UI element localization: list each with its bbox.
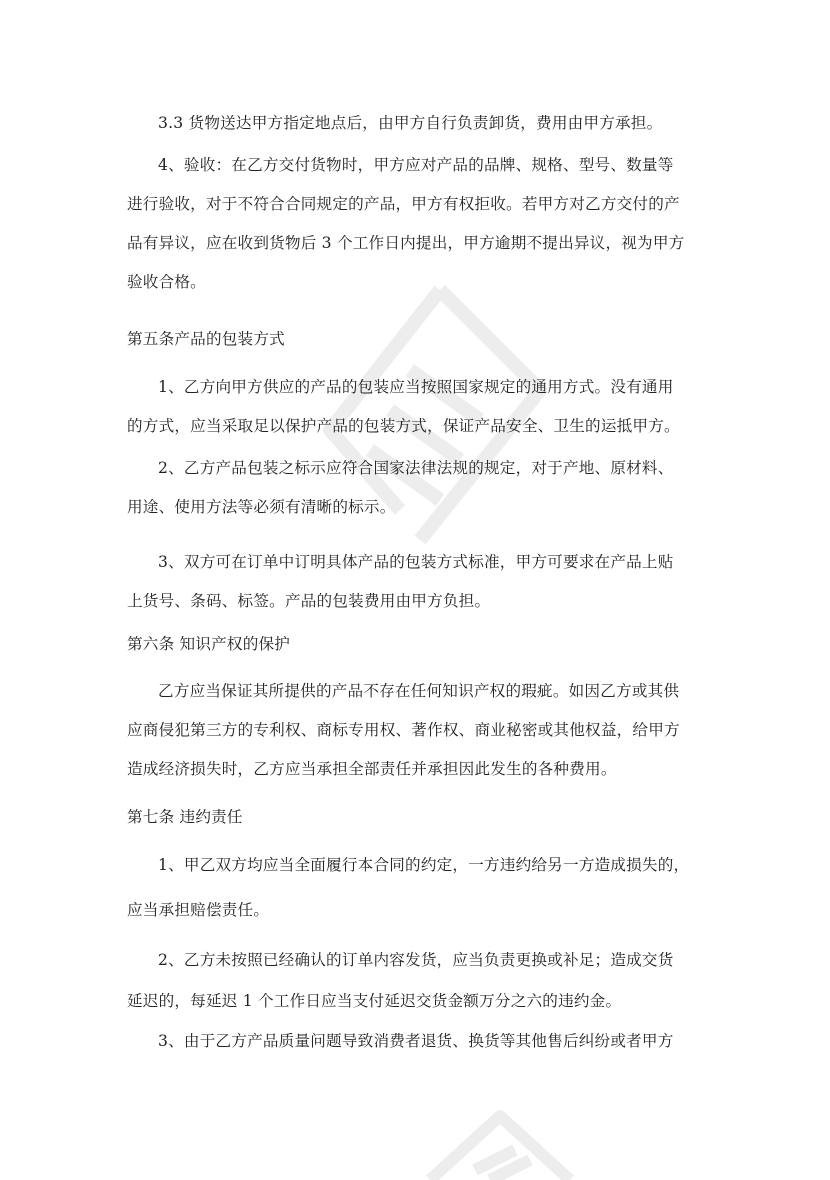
text-line: 延迟的，每延迟 1 个工作日应当支付延迟交货金额万分之六的违约金。 xyxy=(127,992,622,1010)
section-heading-article-6: 第六条 知识产权的保护 xyxy=(127,635,291,653)
text-line: 进行验收，对于不符合合同规定的产品，甲方有权拒收。若甲方对乙方交付的产 xyxy=(127,195,680,213)
text-line: 2、乙方未按照已经确认的订单内容发货，应当负责更换或补足；造成交货 xyxy=(158,951,674,969)
text-line: 用途、使用方法等必须有清晰的标示。 xyxy=(127,498,396,516)
text-line: 的方式，应当采取足以保护产品的包装方式，保证产品安全、卫生的运抵甲方。 xyxy=(127,417,680,435)
text-line: 3.3 货物送达甲方指定地点后，由甲方自行负责卸货，费用由甲方承担。 xyxy=(158,114,663,132)
section-heading-article-7: 第七条 违约责任 xyxy=(127,808,243,826)
text-line: 2、乙方产品包装之标示应符合国家法律法规的规定，对于产地、原材料、 xyxy=(158,459,674,477)
text-line: 4、验收：在乙方交付货物时，甲方应对产品的品牌、规格、型号、数量等 xyxy=(158,156,674,174)
watermark-logo-icon-bottom xyxy=(420,1110,580,1180)
text-line: 1、甲乙双方均应当全面履行本合同的约定，一方违约给另一方造成损失的， xyxy=(158,856,690,874)
text-line: 3、由于乙方产品质量问题导致消费者退货、换货等其他售后纠纷或者甲方 xyxy=(158,1032,674,1050)
text-line: 3、双方可在订单中订明具体产品的包装方式标准，甲方可要求在产品上贴 xyxy=(158,553,674,571)
text-line: 应商侵犯第三方的专利权、商标专用权、著作权、商业秘密或其他权益，给甲方 xyxy=(127,721,680,739)
text-line: 品有异议，应在收到货物后 3 个工作日内提出，甲方逾期不提出异议，视为甲方 xyxy=(127,234,685,252)
text-line: 1、乙方向甲方供应的产品的包装应当按照国家规定的通用方式。没有通用 xyxy=(158,378,674,396)
text-line: 造成经济损失时，乙方应当承担全部责任并承担因此发生的各种费用。 xyxy=(127,760,617,778)
text-line: 验收合格。 xyxy=(127,273,206,291)
text-line: 乙方应当保证其所提供的产品不存在任何知识产权的瑕疵。如因乙方或其供 xyxy=(158,682,680,700)
text-line: 上货号、条码、标签。产品的包装费用由甲方负担。 xyxy=(127,592,491,610)
section-heading-article-5: 第五条产品的包装方式 xyxy=(127,330,285,348)
text-line: 应当承担赔偿责任。 xyxy=(127,901,270,919)
